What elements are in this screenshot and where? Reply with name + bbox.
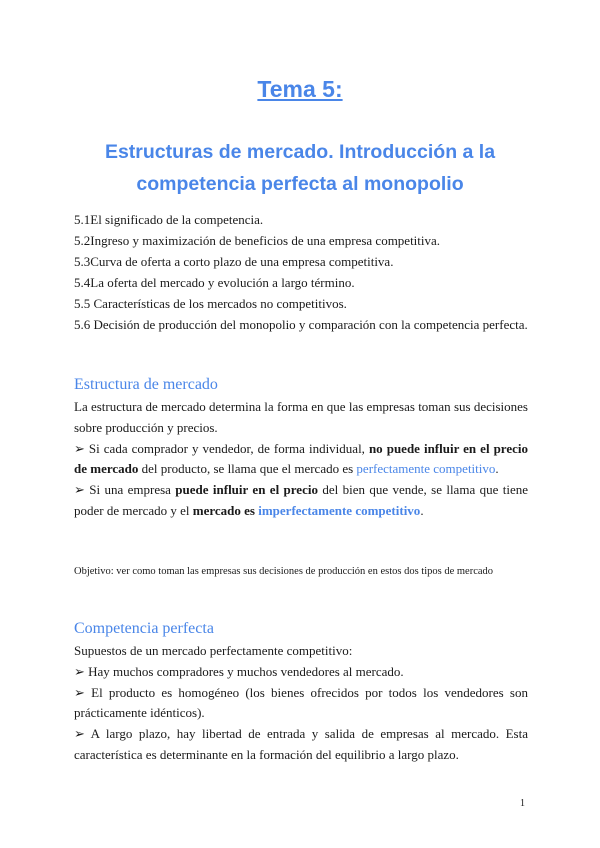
bold-text: no puede influir en el precio de mercado [74,440,528,477]
paragraph: La estructura de mercado determina la forma en que las empresas toman sus decisiones sobre producción y precios. [74,399,528,435]
toc-item: 5.5 Características de los mercados no competitivos. [74,296,347,311]
bullet-paragraph [74,480,528,522]
bold-text: puede influir en el precio [175,482,318,498]
section-heading-competencia: Competencia perfecta [74,620,214,637]
toc-item: 5.2Ingreso y maximización de beneficios de una empresa competitiva. [74,233,441,248]
text-run: ➢ Si una empresa [74,482,176,498]
table-of-contents [74,209,528,335]
page-number: 1 [520,798,525,809]
paragraph: Supuestos de un mercado perfectamente competitivo: [74,643,353,658]
bullet-paragraph: ➢ El producto es homogéneo (los bienes ofrecidos por todos los vendedores son prácticamente idénticos). [74,684,528,721]
page-subtitle: Estructuras de mercado. Introducción a la competencia perfecta al monopolio [104,141,496,195]
text-run: del bien que vende, se llama que tiene poder de mercado y el [74,482,528,518]
title-text: Tema 5: [257,76,343,102]
objetivo-note: Objetivo: ver como toman las empresas sus decisiones de producción en estos dos tipos de mercado [74,566,494,577]
bullet-paragraph: ➢ A largo plazo, hay libertad de entrada y salida de empresas al mercado. Esta característica es determinante en la formación del equilibrio a largo plazo. [74,726,528,762]
text-run: . [420,502,424,518]
bullet-paragraph [74,439,528,481]
page-title [0,74,600,104]
bold-text: mercado es [192,502,259,518]
highlight-text: perfectamente competitivo [356,461,496,477]
toc-item: 5.1El significado de la competencia. [74,212,264,227]
text-run: del producto, se llama que el mercado es [138,461,357,477]
highlight-text: imperfectamente competitivo [258,502,421,518]
toc-item: 5.4La oferta del mercado y evolución a largo término. [74,275,355,290]
text-run: . [495,461,499,477]
bullet-paragraph: ➢ Hay muchos compradores y muchos vendedores al mercado. [74,663,404,679]
text-run: ➢ Si cada comprador y vendedor, de forma individual, [74,440,369,456]
toc-item: 5.6 Decisión de producción del monopolio y comparación con la competencia perfecta. [74,317,528,332]
section-heading-estructura: Estructura de mercado [74,376,218,393]
toc-item: 5.3Curva de oferta a corto plazo de una empresa competitiva. [74,254,394,269]
section-competencia-body [74,641,528,766]
section-estructura-body [74,397,528,522]
